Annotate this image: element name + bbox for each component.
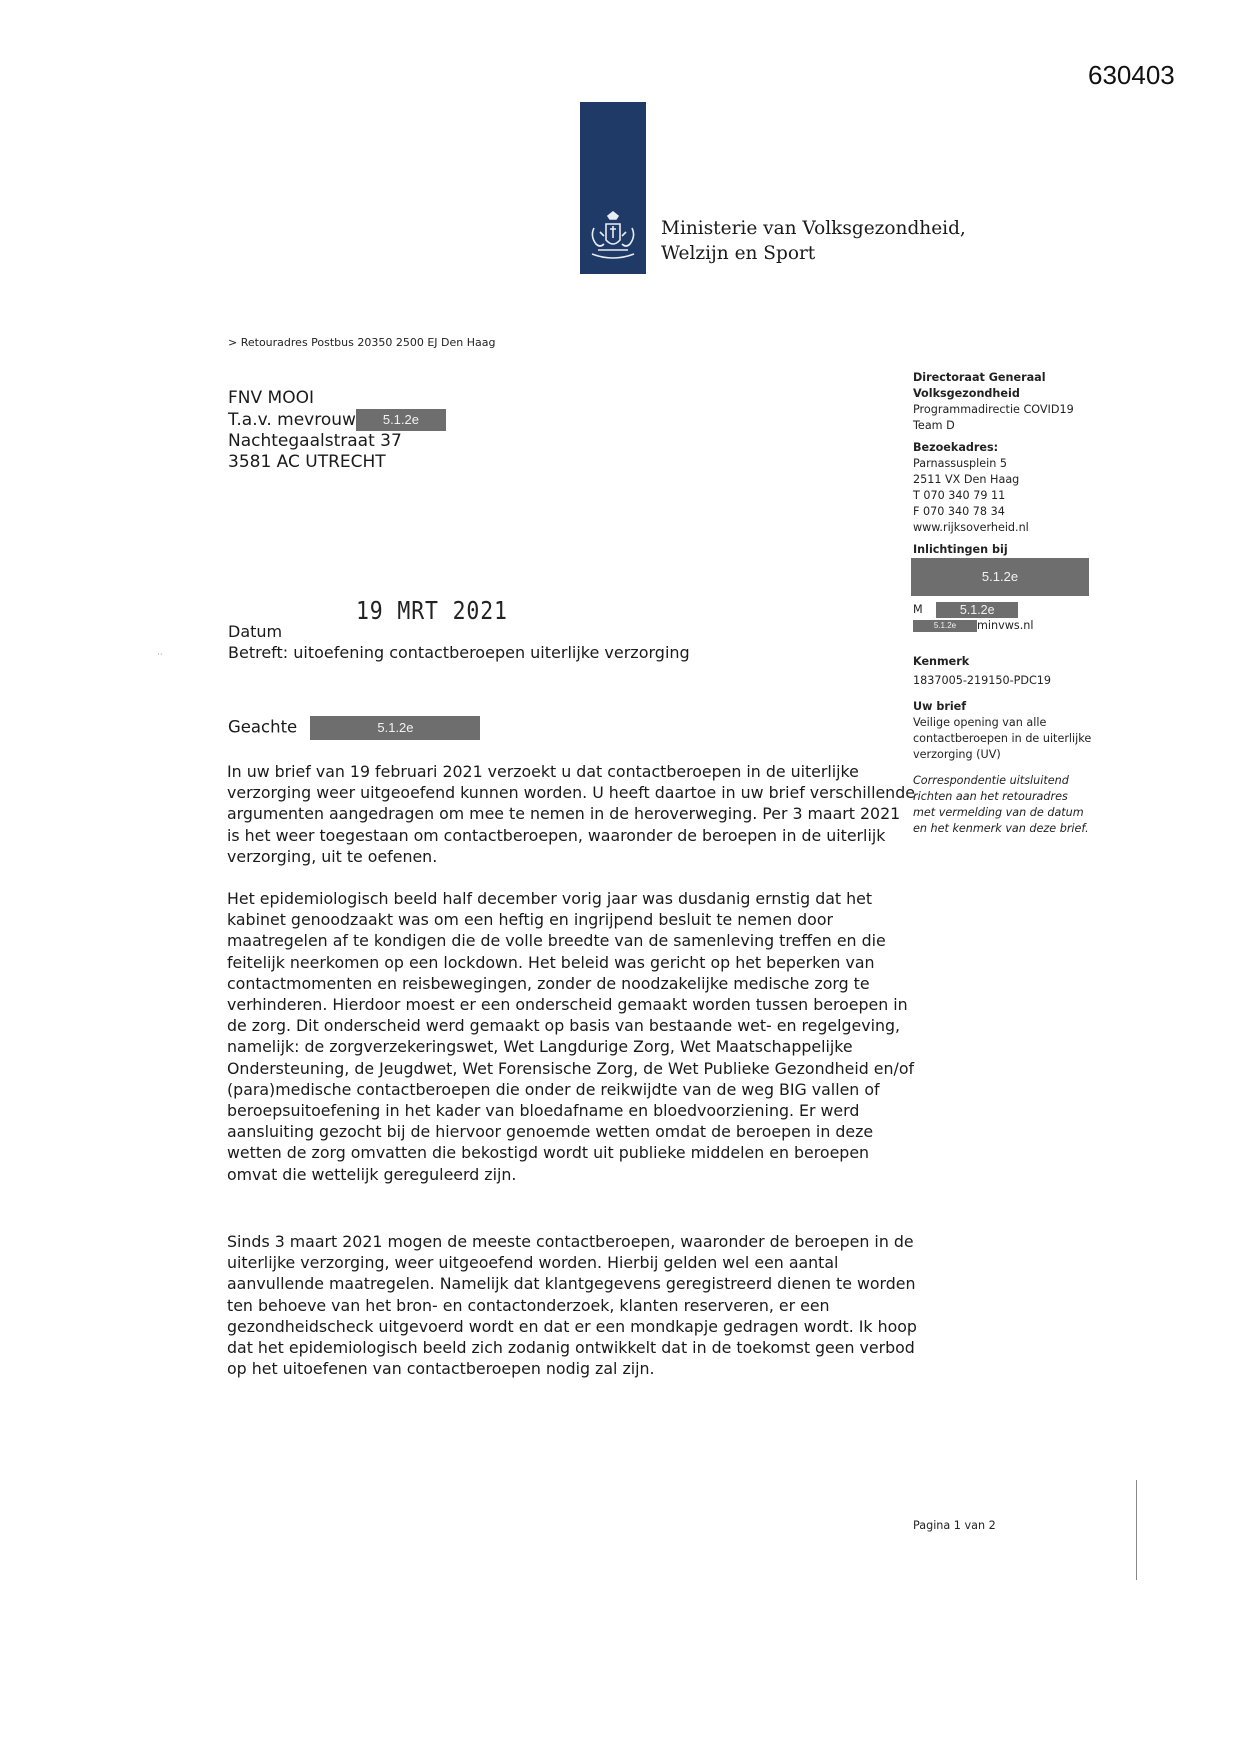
redaction-box: 5.1.2e [913,620,977,632]
sidebar-your-letter-value: Veilige opening van alle contactberoepen in de uiterlijke verzorging (UV) [913,716,1092,761]
sidebar-visit-city: 2511 VX Den Haag [913,473,1020,486]
body-paragraph: In uw brief van 19 februari 2021 verzoekt u dat contactberoepen in de uiterlijke verzorging weer uitgeoefend kunnen worden. U heeft daartoe in uw brief verschillende argumenten aangedragen om mee te nemen in de heroverweging. Per 3 maart 2021 is het weer toegestaan om contactberoepen, waaronder de beroepen in de uiterlijk verzorging, uit te oefenen. [227,762,915,866]
ministry-logo-bar [580,102,646,274]
sidebar-correspondence-note: Correspondentie uitsluitend richten aan het retouradres met vermelding van de datum en het kenmerk van deze brief. [913,774,1089,835]
body-paragraph: Het epidemiologisch beeld half december vorig jaar was dusdanig ernstig dat het kabinet genoodzaakt was om een heftig en ingrijpend besluit te nemen door maatregelen af te kondigen die de volle breedte van de samenleving treffen en die feitelijk neerkomen op een lockdown. Het beleid was gericht op het beperken van contactmomenten en reisbewegingen, zonder de noodzakelijke medische zorg te verhinderen. Hierdoor moest er een onderscheid gemaakt worden tussen beroepen in de zorg. Dit onderscheid werd gemaakt op basis van bestaande wet- en regelgeving, namelijk: de zorgverzekeringswet, Wet Langdurige Zorg, Wet Maatschappelijke Ondersteuning, de Jeugdwet, Wet Forensische Zorg, de Wet Publieke Gezondheid en/of (para)medische contactberoepen die onder de reikwijdte van de weg BIG vallen of beroepsuitoefening in het kader van bloedafname en bloedvoorziening. Er werd aansluiting gezocht bij de hiervoor genoemde wetten omdat de beroepen in deze wetten de zorg omvatten die bekostigd wordt uit publieke middelen en beroepen omvat die wettelijk gereguleerd zijn. [227,889,915,1184]
sidebar-ref-label: Kenmerk [913,655,970,668]
sidebar-ref-value: 1837005-219150-PDC19 [913,674,1052,687]
page-number: Pagina 1 van 2 [913,1519,996,1532]
sidebar-visit-label: Bezoekadres: [913,441,999,454]
sidebar-info-label: Inlichtingen bij [913,543,1008,556]
ministry-name [661,216,966,266]
ministry-name-line1: Ministerie van Volksgezondheid, [661,218,966,239]
date-stamp: 19 MRT 2021 [356,596,508,625]
sidebar-visit-street: Parnassusplein 5 [913,457,1007,470]
salutation-word: Geachte [228,717,298,737]
subject-line: Betreft: uitoefening contactberoepen uiterlijke verzorging [228,643,690,662]
addressee-org: FNV MOOI [228,388,314,408]
redaction-box: 5.1.2e [936,602,1018,618]
sidebar-website: www.rijksoverheid.nl [913,521,1029,534]
addressee-attn [228,409,446,431]
coat-of-arms-icon [586,210,640,264]
sidebar-phone: T 070 340 79 11 [913,489,1006,502]
sidebar-your-letter-label: Uw brief [913,700,967,713]
sidebar-team: Team D [913,419,955,432]
sidebar-dg-line1: Directoraat Generaal [913,371,1046,384]
salutation [228,716,480,740]
sidebar-mobile [913,602,1093,618]
redaction-box: 5.1.2e [356,409,446,431]
scan-mark: ·· [157,650,163,660]
datum-label: Datum [228,622,283,641]
redaction-box: 5.1.2e [911,558,1089,596]
document-id: 630403 [1088,60,1175,90]
body-paragraph: Sinds 3 maart 2021 mogen de meeste contactberoepen, waaronder de beroepen in de uiterlijke verzorging, weer uitgeoefend worden. Hierbij gelden wel een aantal aanvullende maatregelen. Namelijk dat klantgegevens geregistreerd dienen te worden ten behoeve van het bron- en contactonderzoek, klanten reserveren, er een gezondheidscheck uitgevoerd wordt en dat er een mondkapje gedragen wordt. Ik hoop dat het epidemiologisch beeld zich zodanig ontwikkelt dat in de toekomst geen verbod op het uitoefenen van contactberoepen nodig zal zijn. [227,1232,917,1379]
return-address: > Retouradres Postbus 20350 2500 EJ Den Haag [228,336,496,349]
sidebar-email [913,618,1093,634]
sidebar-email-suffix: minvws.nl [977,619,1034,632]
sidebar-fax: F 070 340 78 34 [913,505,1005,518]
scan-margin-line [1136,1480,1137,1580]
sidebar-mobile-prefix: M [913,603,923,616]
addressee-city: 3581 AC UTRECHT [228,452,386,472]
ministry-name-line2: Welzijn en Sport [661,243,816,264]
addressee-block [228,388,446,473]
sidebar-program: Programmadirectie COVID19 [913,403,1074,416]
sender-sidebar [913,370,1093,837]
addressee-street: Nachtegaalstraat 37 [228,431,402,451]
sidebar-dg-line2: Volksgezondheid [913,387,1020,400]
redaction-box: 5.1.2e [310,716,480,740]
addressee-attn-prefix: T.a.v. mevrouw [228,410,356,430]
